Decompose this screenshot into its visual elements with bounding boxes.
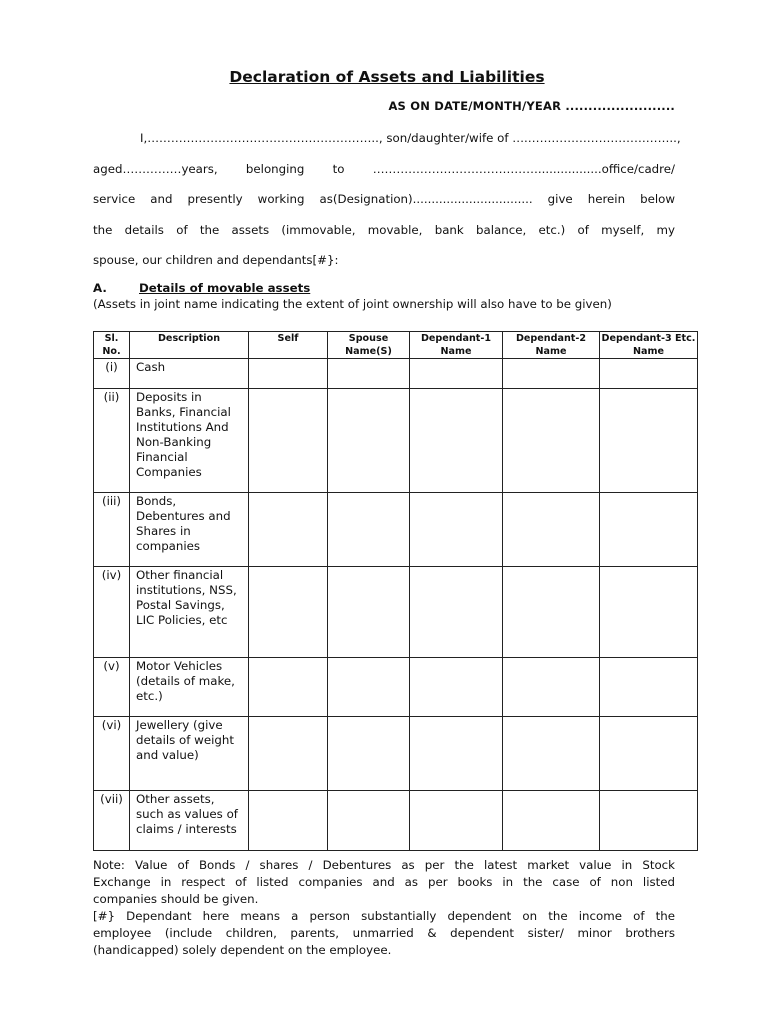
cell-self[interactable] — [249, 567, 328, 658]
row-description: Other financial institutions, NSS, Postal Savings, LIC Policies, etc — [130, 567, 249, 658]
header-description: Description — [130, 332, 249, 359]
row-sl-no: (i) — [94, 359, 130, 389]
table-header-row — [94, 332, 698, 359]
cell-dependant-3[interactable] — [600, 567, 698, 658]
cell-dependant-1[interactable] — [410, 493, 503, 567]
section-title: Details of movable assets — [139, 280, 311, 295]
cell-dependant-3[interactable] — [600, 389, 698, 493]
row-description: Deposits in Banks, Financial Institutions And Non-Banking Financial Companies — [130, 389, 249, 493]
cell-dependant-1[interactable] — [410, 717, 503, 791]
row-description: Motor Vehicles (details of make, etc.) — [130, 658, 249, 717]
cell-spouse[interactable] — [328, 389, 410, 493]
note-line: Exchange in respect of listed companies and as per books in the case of non listed — [93, 875, 675, 889]
cell-dependant-1[interactable] — [410, 658, 503, 717]
note-line: Note: Value of Bonds / shares / Debentures as per the latest market value in Stock — [93, 858, 675, 872]
cell-dependant-3[interactable] — [600, 717, 698, 791]
header-self: Self — [249, 332, 328, 359]
cell-dependant-1[interactable] — [410, 389, 503, 493]
cell-self[interactable] — [249, 717, 328, 791]
cell-dependant-2[interactable] — [503, 791, 600, 851]
movable-assets-table — [93, 331, 698, 851]
header-sl-no: Sl. No. — [94, 332, 130, 359]
cell-spouse[interactable] — [328, 567, 410, 658]
paragraph-line: service and presently working as(Designation)................................ give herein below — [93, 192, 675, 207]
cell-spouse[interactable] — [328, 717, 410, 791]
row-description: Bonds, Debentures and Shares in companies — [130, 493, 249, 567]
cell-dependant-3[interactable] — [600, 359, 698, 389]
cell-spouse[interactable] — [328, 493, 410, 567]
cell-dependant-1[interactable] — [410, 359, 503, 389]
row-sl-no: (vii) — [94, 791, 130, 851]
row-description: Cash — [130, 359, 249, 389]
cell-self[interactable] — [249, 359, 328, 389]
section-letter: A. — [93, 280, 107, 295]
paragraph-line: the details of the assets (immovable, movable, bank balance, etc.) of myself, my — [93, 222, 675, 237]
row-sl-no: (iv) — [94, 567, 130, 658]
header-spouse: Spouse Name(S) — [328, 332, 410, 359]
cell-self[interactable] — [249, 791, 328, 851]
table-row — [94, 389, 698, 493]
dependant-definition-line: employee (include children, parents, unmarried & dependent sister/ minor brothers — [93, 926, 675, 940]
notes-block — [93, 857, 675, 959]
cell-self[interactable] — [249, 658, 328, 717]
row-sl-no: (vi) — [94, 717, 130, 791]
table-row — [94, 567, 698, 658]
row-sl-no: (v) — [94, 658, 130, 717]
dependant-definition-line: (handicapped) solely dependent on the employee. — [93, 943, 392, 957]
dependant-definition-line: [#} Dependant here means a person substantially dependent on the income of the — [93, 909, 675, 923]
cell-dependant-3[interactable] — [600, 493, 698, 567]
table-row — [94, 791, 698, 851]
cell-spouse[interactable] — [328, 658, 410, 717]
cell-spouse[interactable] — [328, 359, 410, 389]
note-line: companies should be given. — [93, 892, 259, 906]
row-description: Jewellery (give details of weight and value) — [130, 717, 249, 791]
row-sl-no: (ii) — [94, 389, 130, 493]
cell-dependant-1[interactable] — [410, 567, 503, 658]
cell-dependant-3[interactable] — [600, 791, 698, 851]
document-title: Declaration of Assets and Liabilities — [229, 68, 545, 86]
cell-dependant-2[interactable] — [503, 359, 600, 389]
section-subtitle: (Assets in joint name indicating the extent of joint ownership will also have to be given) — [93, 296, 612, 311]
cell-self[interactable] — [249, 389, 328, 493]
header-dependant-2: Dependant-2 Name — [503, 332, 600, 359]
section-heading — [93, 280, 675, 296]
row-sl-no: (iii) — [94, 493, 130, 567]
header-dependant-1: Dependant-1 Name — [410, 332, 503, 359]
cell-self[interactable] — [249, 493, 328, 567]
paragraph-line: I,………………………………………………….., son/daughter/wife of ….……………………………….., — [140, 131, 681, 145]
cell-dependant-2[interactable] — [503, 717, 600, 791]
cell-dependant-2[interactable] — [503, 493, 600, 567]
cell-dependant-2[interactable] — [503, 389, 600, 493]
cell-dependant-2[interactable] — [503, 567, 600, 658]
document-page — [93, 66, 681, 313]
as-on-date-line: AS ON DATE/MONTH/YEAR ........................ — [388, 99, 675, 113]
cell-dependant-1[interactable] — [410, 791, 503, 851]
table-row — [94, 493, 698, 567]
table-row — [94, 658, 698, 717]
cell-spouse[interactable] — [328, 791, 410, 851]
declaration-paragraph — [93, 123, 681, 276]
paragraph-line: spouse, our children and dependants[#}: — [93, 253, 339, 268]
table-row — [94, 359, 698, 389]
cell-dependant-3[interactable] — [600, 658, 698, 717]
header-dependant-3: Dependant-3 Etc. Name — [600, 332, 698, 359]
paragraph-line: aged……………years, belonging to …………………………………….................office/cadre/ — [93, 161, 675, 176]
cell-dependant-2[interactable] — [503, 658, 600, 717]
table-row — [94, 717, 698, 791]
row-description: Other assets, such as values of claims / interests — [130, 791, 249, 851]
